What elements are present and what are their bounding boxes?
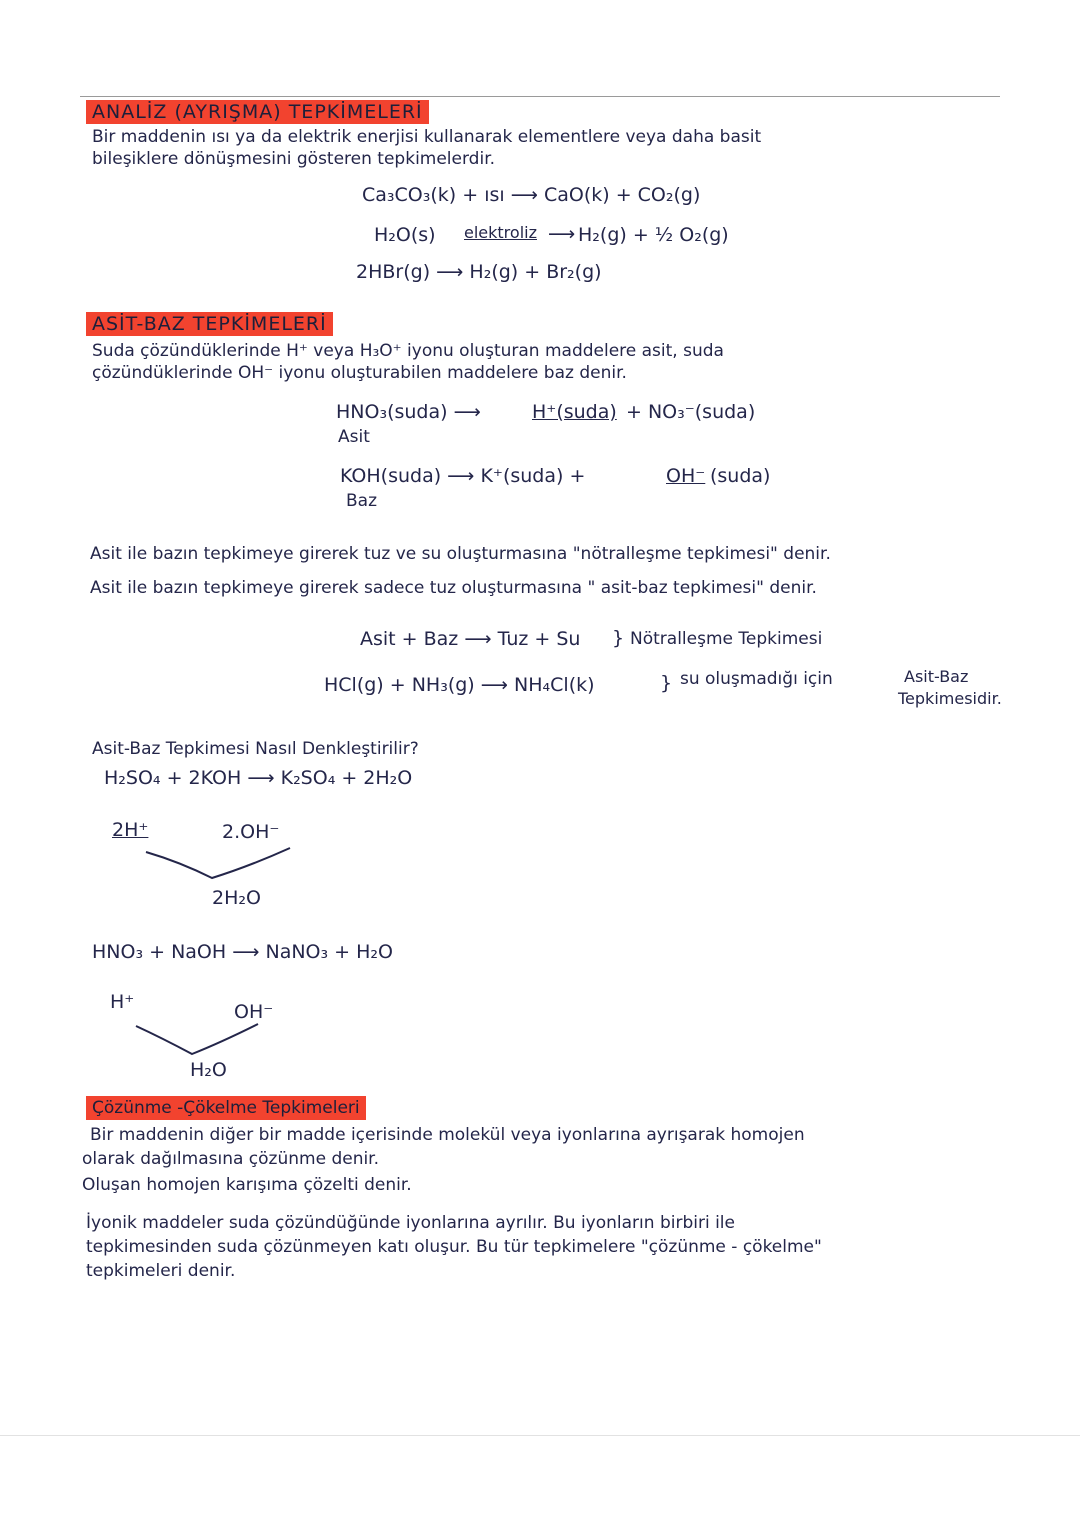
analiz-desc-line1: Bir maddenin ısı ya da elektrik enerjisi kullanarak elementlere veya daha basit xyxy=(92,127,762,147)
asit-baz-desc-line2: çözündüklerinde OH⁻ iyonu oluşturabilen maddelere baz denir. xyxy=(92,363,627,383)
analiz-title: ANALİZ (AYRIŞMA) TEPKİMELERİ xyxy=(86,100,429,124)
asit-baz-note1: Asit ile bazın tepkimeye girerek tuz ve su oluşturmasına "nötralleşme tepkimesi" denir. xyxy=(90,544,831,564)
ex2-left: H⁺ xyxy=(110,991,135,1013)
cozunme-desc-line3: Oluşan homojen karışıma çözelti denir. xyxy=(82,1175,412,1195)
summary1-brace: } xyxy=(612,627,625,649)
cozunme-p2-line1: İyonik maddeler suda çözündüğünde iyonlarına ayrılır. Bu iyonların birbiri ile xyxy=(86,1213,735,1233)
baz-eq2-right: (suda) xyxy=(710,465,771,487)
summary2-label-b1: Asit-Baz xyxy=(904,667,969,686)
summary2-label: su oluşmadığı için xyxy=(680,669,833,689)
ex1-product: 2H₂O xyxy=(212,887,261,909)
summary1-label: Nötralleşme Tepkimesi xyxy=(630,629,823,649)
asit-eq1-right: + NO₃⁻(suda) xyxy=(626,401,756,423)
ex1-left: 2H⁺ xyxy=(112,819,149,841)
asit-baz-desc-line1: Suda çözündüklerinde H⁺ veya H₃O⁺ iyonu oluşturan maddelere asit, suda xyxy=(92,341,724,361)
denklestirme-eq1: H₂SO₄ + 2KOH ⟶ K₂SO₄ + 2H₂O xyxy=(104,767,413,789)
cozunme-p2-line2: tepkimesinden suda çözünmeyen katı oluşur. Bu tür tepkimelere "çözünme - çökelme" xyxy=(86,1237,822,1257)
summary2-brace: } xyxy=(660,672,673,694)
baz-eq2-ion: OH⁻ xyxy=(666,465,706,487)
denklestirme-eq2: HNO₃ + NaOH ⟶ NaNO₃ + H₂O xyxy=(92,941,393,963)
cozunme-desc-line2: olarak dağılmasına çözünme denir. xyxy=(82,1149,380,1169)
cozunme-p2-line3: tepkimeleri denir. xyxy=(86,1261,236,1281)
summary2-label-b2: Tepkimesidir. xyxy=(898,689,1002,708)
analiz-eq1: Ca₃CO₃(k) + ısı ⟶ CaO(k) + CO₂(g) xyxy=(362,184,701,206)
denklestirme-question: Asit-Baz Tepkimesi Nasıl Denkleştirilir? xyxy=(92,739,419,759)
analiz-eq3: 2HBr(g) ⟶ H₂(g) + Br₂(g) xyxy=(356,261,602,283)
ex2-right: OH⁻ xyxy=(234,1001,274,1023)
asit-eq1-left: HNO₃(suda) ⟶ xyxy=(336,401,481,423)
ex2-product: H₂O xyxy=(190,1059,227,1081)
analiz-eq2-right: H₂(g) + ½ O₂(g) xyxy=(578,224,729,246)
baz-eq2-label: Baz xyxy=(346,491,378,511)
baz-eq2-left: KOH(suda) ⟶ K⁺(suda) + xyxy=(340,465,586,487)
ex1-right: 2.OH⁻ xyxy=(222,821,280,843)
analiz-eq2-arrow-label: elektroliz xyxy=(464,223,537,242)
analiz-eq2-arrow: ⟶ xyxy=(548,223,576,245)
ex1-connector xyxy=(140,846,310,886)
top-rule xyxy=(80,96,1000,97)
cozunme-title: Çözünme -Çökelme Tepkimeleri xyxy=(86,1096,366,1120)
asit-eq1-label: Asit xyxy=(338,427,370,447)
asit-baz-title: ASİT-BAZ TEPKİMELERİ xyxy=(86,312,333,336)
summary1-eq: Asit + Baz ⟶ Tuz + Su xyxy=(360,628,581,650)
ex2-connector xyxy=(132,1020,272,1060)
asit-eq1-ion: H⁺(suda) xyxy=(532,401,617,423)
asit-baz-note2: Asit ile bazın tepkimeye girerek sadece tuz oluşturmasına " asit-baz tepkimesi" denir. xyxy=(90,578,817,598)
bottom-rule xyxy=(0,1435,1080,1436)
analiz-eq2-left: H₂O(s) xyxy=(374,224,436,246)
cozunme-desc-line1: Bir maddenin diğer bir madde içerisinde molekül veya iyonlarına ayrışarak homojen xyxy=(90,1125,805,1145)
summary2-eq: HCl(g) + NH₃(g) ⟶ NH₄Cl(k) xyxy=(324,674,595,696)
analiz-desc-line2: bileşiklere dönüşmesini gösteren tepkimelerdir. xyxy=(92,149,496,169)
